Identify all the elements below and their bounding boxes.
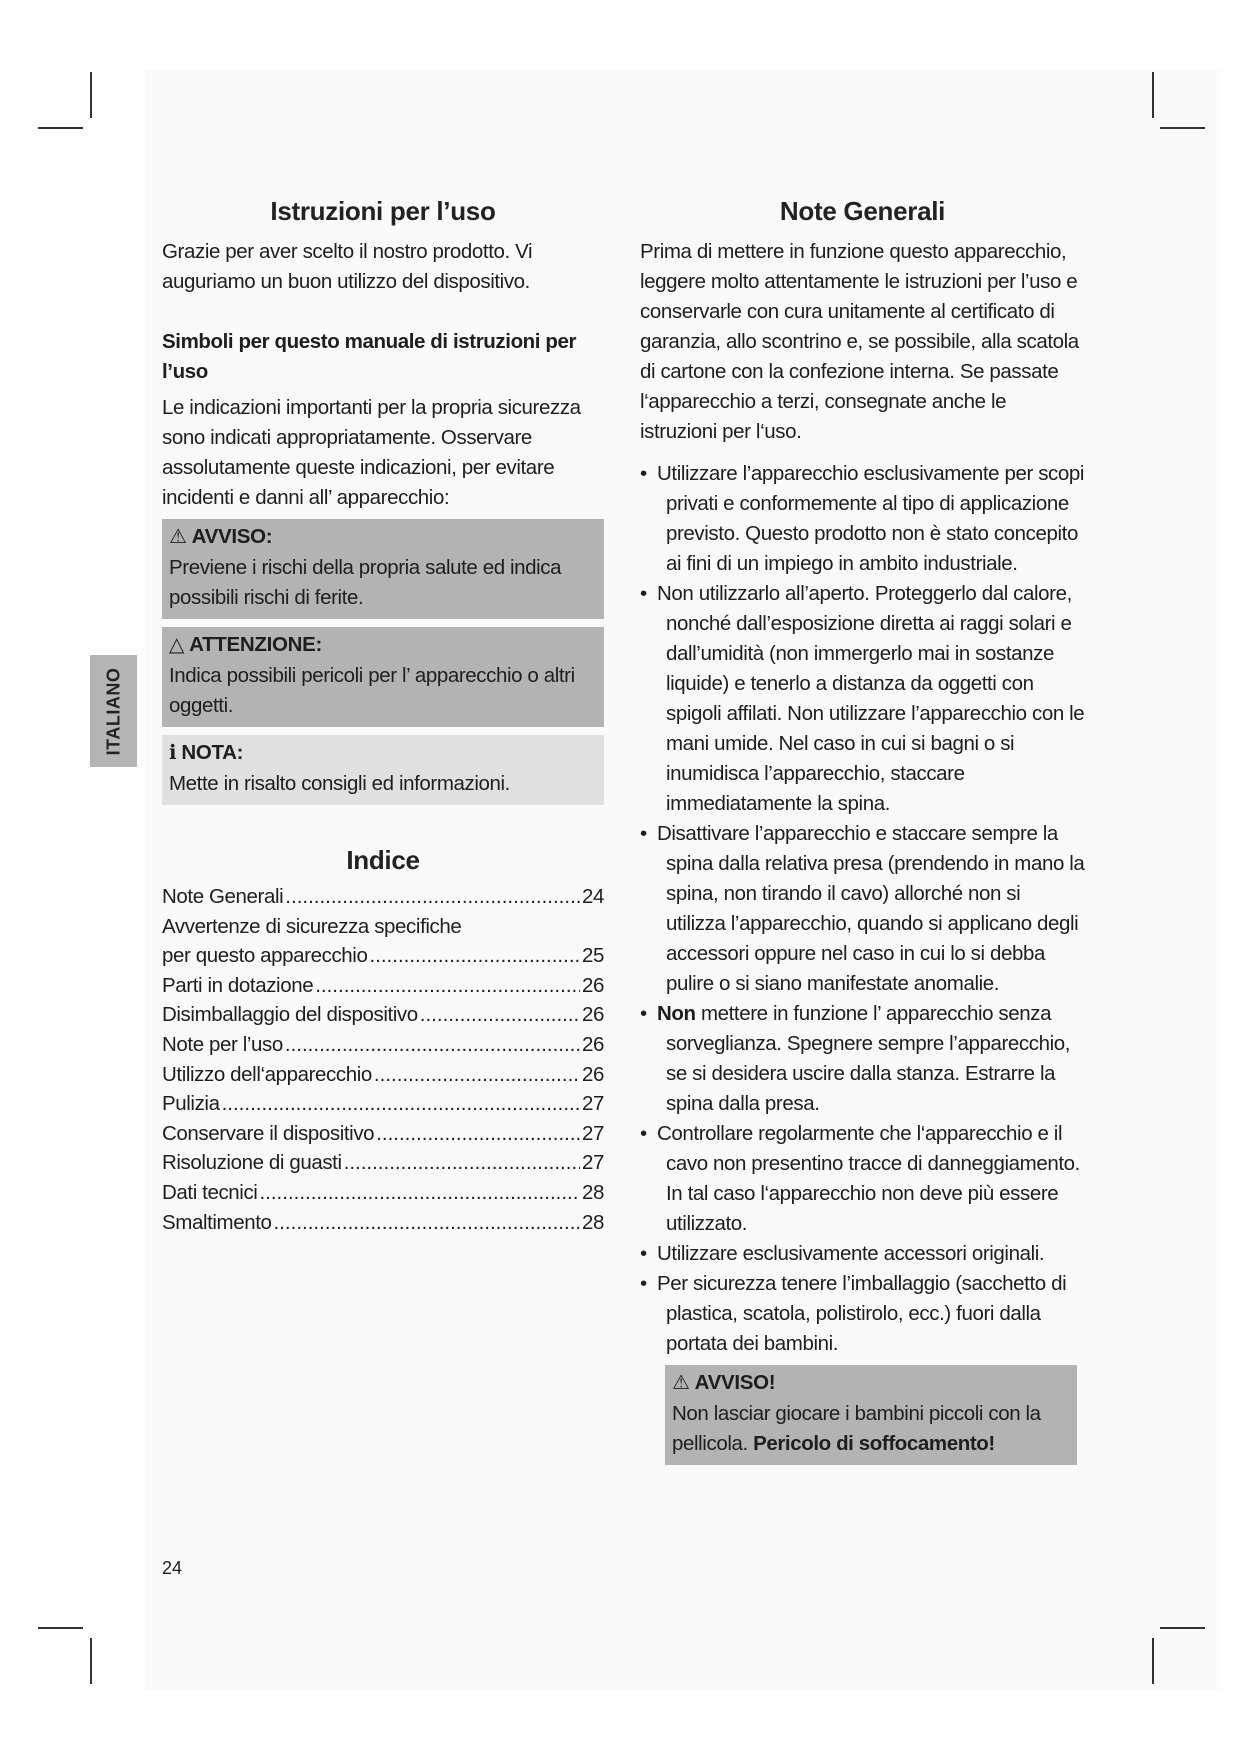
right-column: [640, 196, 1085, 1473]
toc-entry[interactable]: Dati tecnici ..... 28: [162, 1178, 604, 1208]
toc-entry[interactable]: Note Generali ..... 24: [162, 882, 604, 912]
note-title: NOTA:: [181, 741, 244, 764]
crop-mark: [38, 1627, 83, 1629]
crop-mark: [1152, 72, 1154, 118]
toc-entry[interactable]: Smaltimento ..... 28: [162, 1208, 604, 1238]
warning-triangle-icon: ⚠: [672, 1372, 690, 1394]
attention-text: Indica possibili pericoli per l’ apparecchio o altri oggetti.: [169, 664, 575, 717]
list-item: • Controllare regolarmente che l‘apparecchio e il cavo non presentino tracce di danneggiamento. In tal caso l‘apparecchio non deve più essere utilizzato.: [640, 1119, 1085, 1239]
crop-mark: [1152, 1638, 1154, 1684]
safety-list: [640, 459, 1085, 1359]
warning-title: AVVISO!: [694, 1371, 776, 1394]
list-item: [640, 999, 1085, 1119]
warning-title: AVVISO:: [191, 525, 273, 548]
crop-mark: [90, 1638, 92, 1684]
note-text: Mette in risalto consigli ed informazioni.: [169, 772, 510, 795]
section-title: Note Generali: [779, 196, 946, 226]
toc-entry[interactable]: Parti in dotazione ..... 26: [162, 971, 604, 1001]
table-of-contents: [162, 882, 604, 1237]
warning-triangle-icon: ⚠: [169, 526, 187, 548]
toc-entry[interactable]: per questo apparecchio ..... 25: [162, 941, 604, 971]
crop-mark: [38, 127, 83, 129]
toc-entry[interactable]: Avvertenze di sicurezza specifiche: [162, 914, 462, 938]
index-title: Indice: [346, 845, 420, 875]
list-item: • Utilizzare esclusivamente accessori originali.: [640, 1239, 1085, 1269]
symbols-paragraph: Le indicazioni importanti per la propria sicurezza sono indicati appropriatamente. Osservare assolutamente queste indicazioni, per evitare incidenti e danni all’ apparecchio:: [162, 396, 581, 509]
crop-mark: [1160, 1627, 1205, 1629]
toc-entry[interactable]: Disimballaggio del dispositivo ..... 26: [162, 1000, 604, 1030]
warning-text: Previene i rischi della propria salute ed indica possibili rischi di ferite.: [169, 556, 562, 609]
toc-entry[interactable]: Pulizia ..... 27: [162, 1089, 604, 1119]
toc-entry[interactable]: Utilizzo dell‘apparecchio ..... 26: [162, 1060, 604, 1090]
crop-mark: [90, 72, 92, 118]
attention-title: ATTENZIONE:: [189, 633, 323, 656]
list-item: • Non utilizzarlo all’aperto. Proteggerlo dal calore, nonché dall’esposizione diretta ai raggi solari e dall’umidità (non immergerlo mai in sostanze liquide) e tenerlo a distanza da oggetti con spigoli affilati. Non utilizzare l’apparecchio con le mani umide. Nel caso in cui si bagni o si inumidisca l’apparecchio, staccare immediatamente la spina.: [640, 579, 1085, 819]
toc-entry[interactable]: Note per l’uso ..... 26: [162, 1030, 604, 1060]
toc-entry[interactable]: Conservare il dispositivo ..... 27: [162, 1119, 604, 1149]
left-column: [162, 196, 604, 1237]
warning-box: [665, 1365, 1077, 1465]
list-item: • Per sicurezza tenere l’imballaggio (sacchetto di plastica, scatola, polistirolo, ecc.) fuori dalla portata dei bambini.: [640, 1269, 1085, 1359]
section-title: Istruzioni per l’uso: [270, 196, 496, 226]
warning-text: Non lasciar giocare i bambini piccoli con la pellicola. Pericolo di soffocamento!: [672, 1402, 1041, 1455]
list-item-text: mettere in funzione l’ apparecchio senza sorveglianza. Spegnere sempre l’apparecchio, se si desidera uscire dalla stanza. Estrarre la spina dalla presa.: [666, 1002, 1071, 1115]
attention-box: [162, 627, 604, 727]
warning-box: [162, 519, 604, 619]
language-tab: [90, 655, 137, 767]
list-item: • Utilizzare l’apparecchio esclusivamente per scopi privati e conformemente al tipo di applicazione previsto. Questo prodotto non è stato concepito ai fini di un impiego in ambito industriale.: [640, 459, 1085, 579]
list-item: • Disattivare l’apparecchio e staccare sempre la spina dalla relativa presa (prendendo in mano la spina, non tirando il cavo) allorché non si utilizza l’apparecchio, quando si applicano degli accessori oppure nel caso in cui lo si debba pulire o si siano manifestate anomalie.: [640, 819, 1085, 999]
language-tab-label: ITALIANO: [103, 667, 123, 755]
page-number: 24: [162, 1558, 183, 1578]
symbols-heading: Simboli per questo manuale di istruzioni per l’uso: [162, 330, 577, 383]
intro-paragraph: Grazie per aver scelto il nostro prodotto. Vi auguriamo un buon utilizzo del dispositivo.: [162, 240, 533, 293]
info-icon: ℹ: [169, 742, 177, 764]
emphasis: Non: [657, 1002, 696, 1025]
attention-triangle-icon: △: [169, 634, 185, 656]
crop-mark: [1160, 127, 1205, 129]
intro-paragraph: Prima di mettere in funzione questo apparecchio, leggere molto attentamente le istruzioni per l’uso e conservarle con cura unitamente al certificato di garanzia, allo scontrino e, se possibile, alla scatola di cartone con la confezione interna. Se passate l‘apparecchio a terzi, consegnate anche le istruzioni per l‘uso.: [640, 240, 1079, 443]
toc-entry[interactable]: Risoluzione di guasti ..... 27: [162, 1148, 604, 1178]
note-box: [162, 735, 604, 805]
